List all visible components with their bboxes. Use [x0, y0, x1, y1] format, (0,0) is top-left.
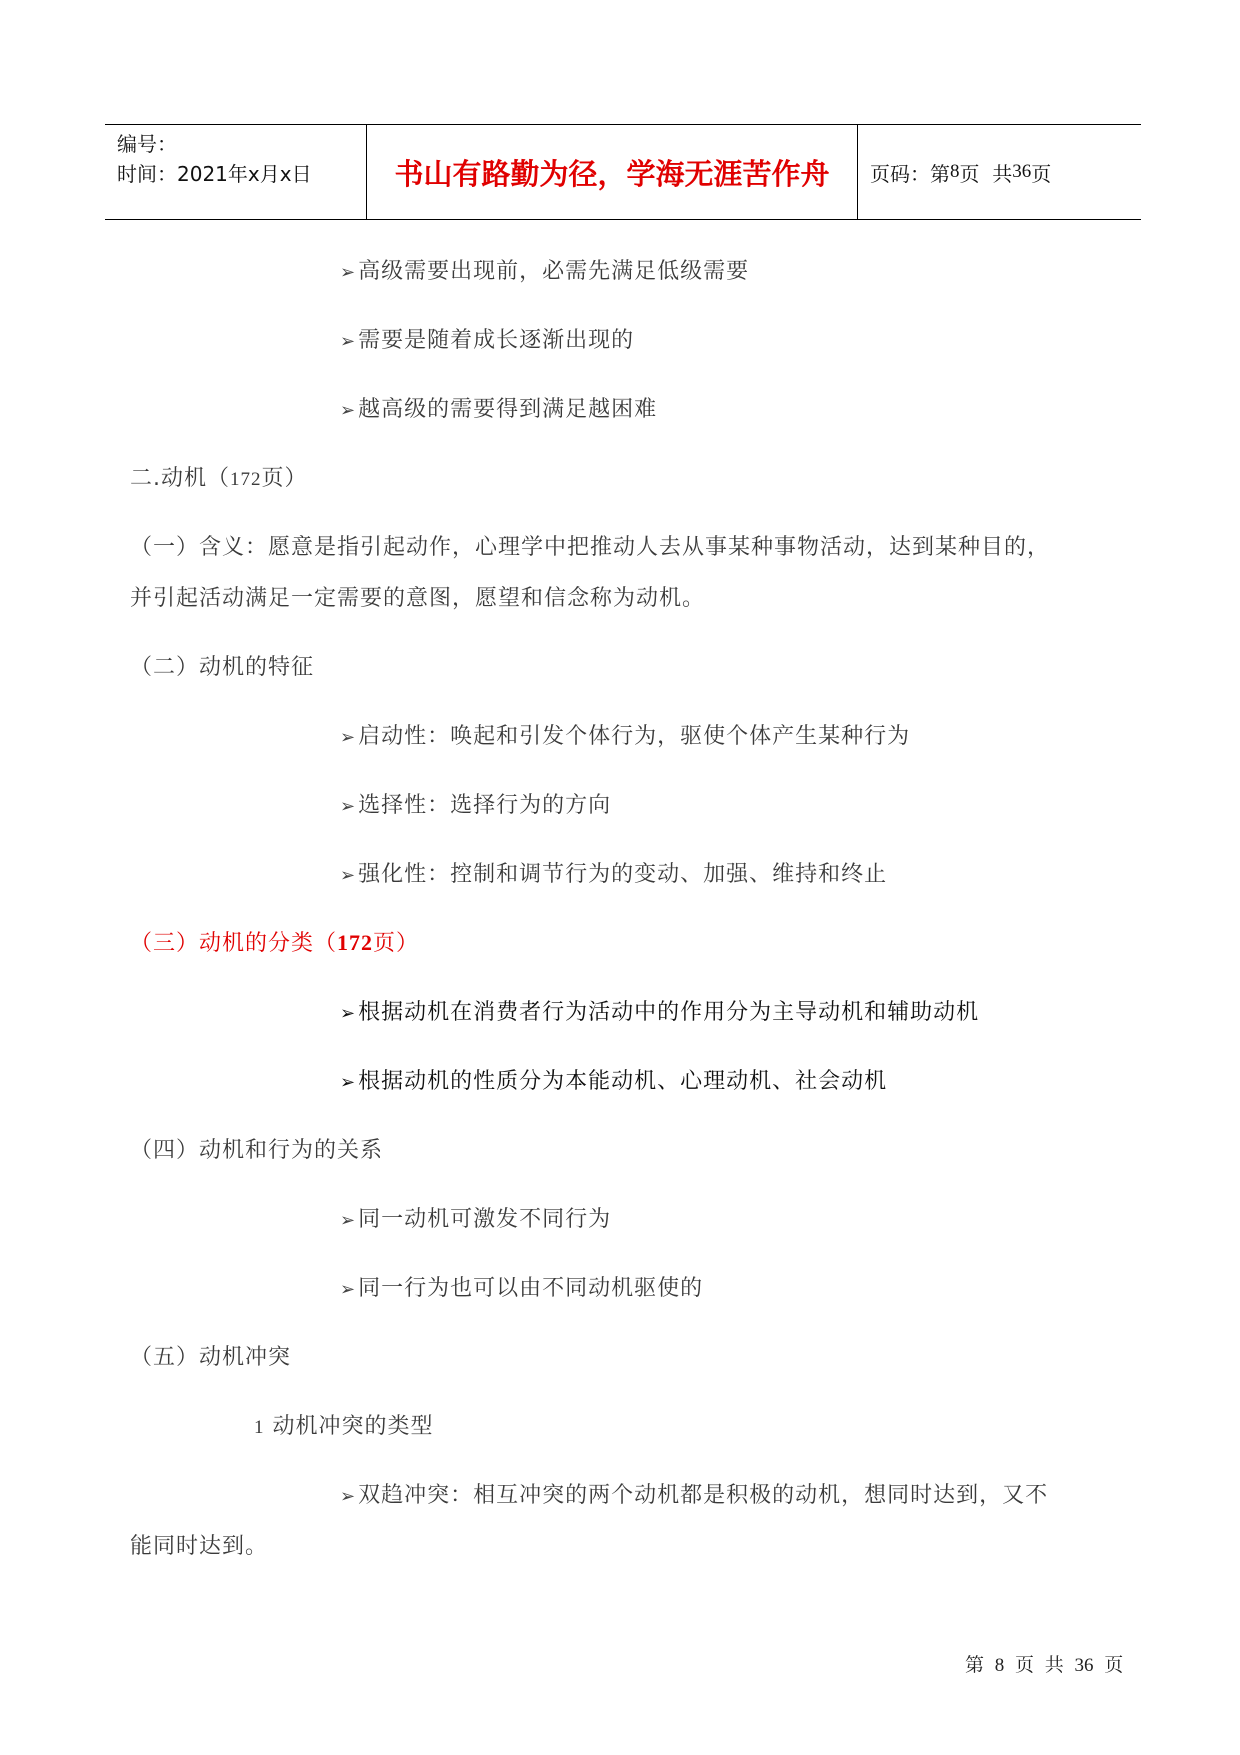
sub-subsection-heading: 1 动机冲突的类型 — [254, 1414, 434, 1439]
bullet-item: ➢根据动机在消费者行为活动中的作用分为主导动机和辅助动机 — [340, 1000, 980, 1025]
time-label: 时间：2021年x月x日 — [117, 162, 312, 186]
subsection-heading: （五）动机冲突 — [130, 1345, 292, 1370]
serial-label: 编号： — [117, 132, 177, 156]
bullet-item: ➢双趋冲突：相互冲突的两个动机都是积极的动机，想同时达到，又不 — [340, 1483, 1049, 1508]
paragraph-line: 并引起活动满足一定需要的意图，愿望和信念称为动机。 — [130, 586, 706, 611]
arrowhead-bullet-icon: ➢ — [340, 400, 357, 421]
bullet-item: ➢高级需要出现前，必需先满足低级需要 — [340, 259, 750, 284]
header-page-number: 页码：第 8 页 共 36 页 — [870, 161, 1052, 186]
arrowhead-bullet-icon: ➢ — [340, 331, 357, 352]
paragraph-line: （一）含义：愿意是指引起动作，心理学中把推动人去从事某种事物活动，达到某种目的， — [130, 535, 1051, 560]
bullet-item: ➢同一行为也可以由不同动机驱使的 — [340, 1276, 704, 1301]
page-header — [105, 124, 1141, 220]
subsection-heading: （四）动机和行为的关系 — [130, 1138, 384, 1163]
arrowhead-bullet-icon: ➢ — [340, 865, 357, 886]
arrowhead-bullet-icon: ➢ — [340, 1210, 357, 1231]
header-meta — [105, 125, 367, 219]
arrowhead-bullet-icon: ➢ — [340, 1003, 357, 1024]
arrowhead-bullet-icon: ➢ — [340, 796, 357, 817]
arrowhead-bullet-icon: ➢ — [340, 262, 357, 283]
header-motto: 书山有路勤为径，学海无涯苦作舟 — [367, 125, 858, 219]
arrowhead-bullet-icon: ➢ — [340, 1072, 357, 1093]
paragraph-line: 能同时达到。 — [130, 1534, 269, 1559]
page-footer: 第 8 页 共 36 页 — [965, 1655, 1124, 1676]
bullet-item: ➢根据动机的性质分为本能动机、心理动机、社会动机 — [340, 1069, 888, 1094]
bullet-item: ➢越高级的需要得到满足越困难 — [340, 397, 658, 422]
bullet-item: ➢启动性：唤起和引发个体行为，驱使个体产生某种行为 — [340, 724, 911, 749]
arrowhead-bullet-icon: ➢ — [340, 1279, 357, 1300]
bullet-item: ➢选择性：选择行为的方向 — [340, 793, 612, 818]
subsection-heading: （二）动机的特征 — [130, 655, 315, 680]
arrowhead-bullet-icon: ➢ — [340, 727, 357, 748]
bullet-item: ➢需要是随着成长逐渐出现的 — [340, 328, 635, 353]
subsection-heading-highlighted: （三）动机的分类（172页） — [130, 930, 420, 956]
bullet-item: ➢强化性：控制和调节行为的变动、加强、维持和终止 — [340, 862, 888, 887]
section-heading: 二.动机（172页） — [130, 466, 308, 491]
bullet-item: ➢同一动机可激发不同行为 — [340, 1207, 612, 1232]
arrowhead-bullet-icon: ➢ — [340, 1486, 357, 1507]
